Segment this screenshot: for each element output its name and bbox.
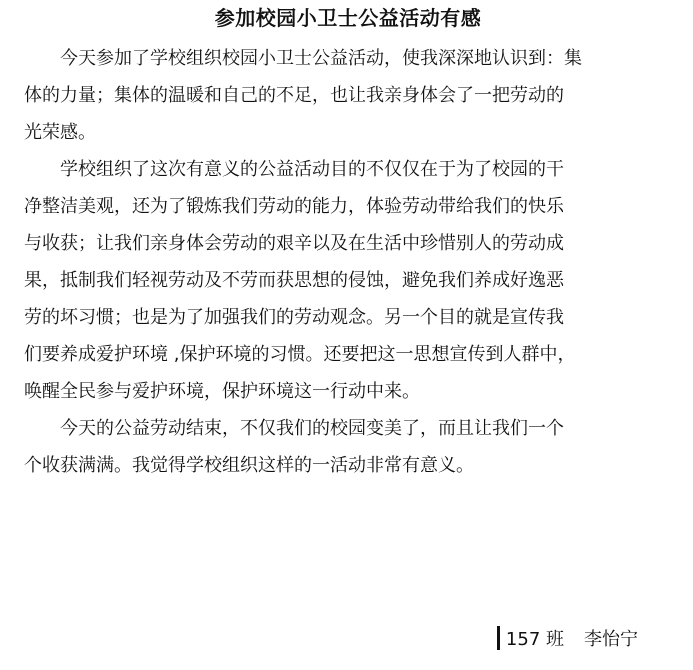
- text-cursor: [497, 626, 500, 650]
- paragraph-3-line-1: 今天的公益劳动结束，不仅我们的校园变美了，而且让我们一个: [60, 418, 564, 439]
- signature-class: 157 班: [505, 629, 564, 650]
- signature-author: 李怡宁: [584, 629, 638, 650]
- paragraph-2-line-5: 劳的坏习惯；也是为了加强我们的劳动观念。另一个目的就是宣传我: [24, 307, 564, 328]
- paragraph-2-line-3: 与收获；让我们亲身体会劳动的艰辛以及在生活中珍惜别人的劳动成: [24, 233, 564, 254]
- paragraph-3-line-2: 个收获满满。我觉得学校组织这样的一活动非常有意义。: [24, 455, 474, 476]
- paragraph-2-line-2: 净整洁美观，还为了锻炼我们劳动的能力，体验劳动带给我们的快乐: [24, 196, 564, 217]
- paragraph-2-line-7: 唤醒全民参与爱护环境，保护环境这一行动中来。: [24, 381, 420, 402]
- paragraph-1-line-3: 光荣感。: [24, 122, 96, 143]
- paragraph-1-line-1: 今天参加了学校组织校园小卫士公益活动，使我深深地认识到：集: [60, 48, 582, 69]
- paragraph-1-line-2: 体的力量；集体的温暖和自己的不足，也让我亲身体会了一把劳动的: [24, 85, 564, 106]
- essay-title: 参加校园小卫士公益活动有感: [214, 6, 482, 30]
- paragraph-2-line-1: 学校组织了这次有意义的公益活动目的不仅仅在于为了校园的干: [60, 159, 564, 180]
- paragraph-2-line-4: 果，抵制我们轻视劳动及不劳而获思想的侵蚀，避免我们养成好逸恶: [24, 270, 564, 291]
- essay-body: [24, 40, 672, 484]
- signature: [497, 624, 638, 652]
- paragraph-2-line-6: 们要养成爱护环境 ,保护环境的习惯。还要把这一思想宣传到人群中，: [24, 344, 576, 365]
